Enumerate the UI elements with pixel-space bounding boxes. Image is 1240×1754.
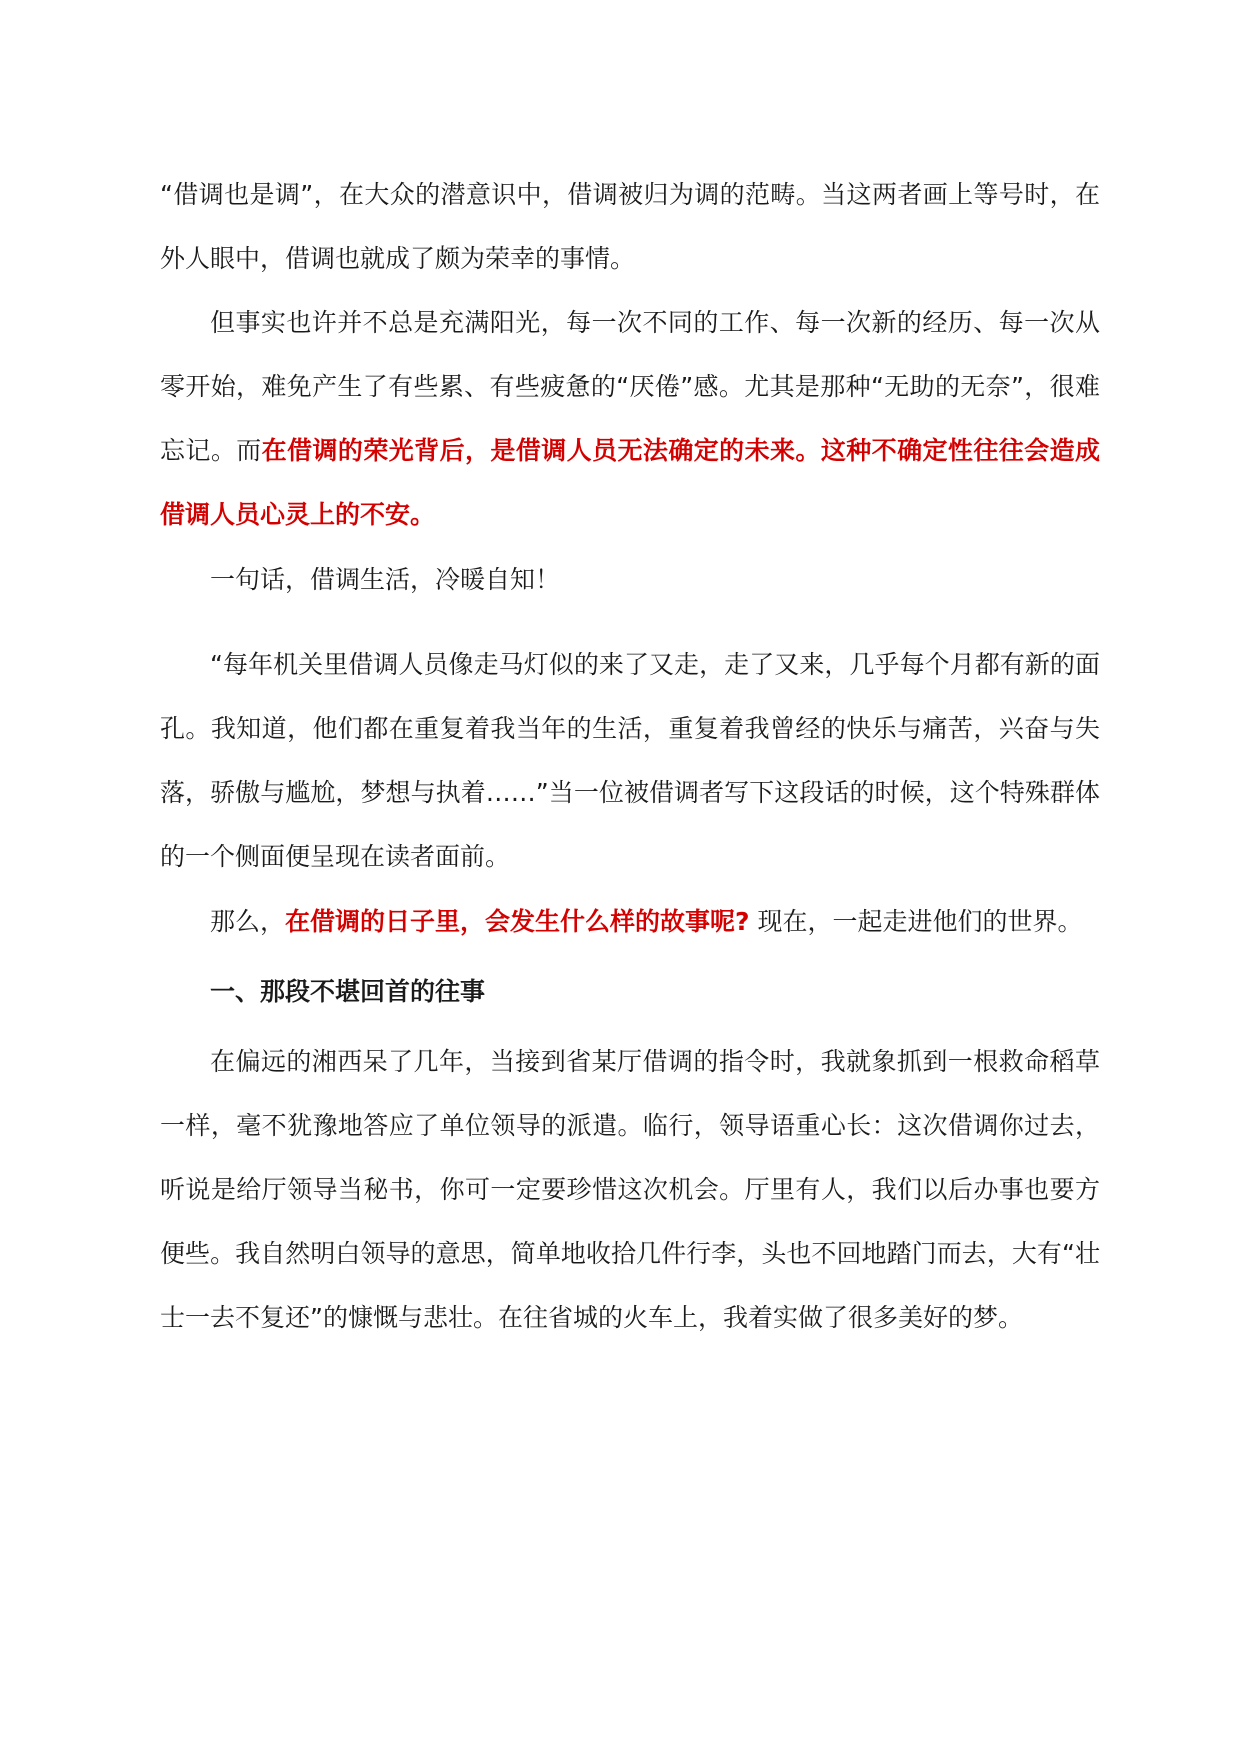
paragraph-6: [160, 1030, 1100, 1350]
paragraph-3: [160, 548, 1100, 612]
paragraph-3-text: 一句话，借调生活，冷暖自知！: [210, 565, 561, 594]
paragraph-5-highlight: 在借调的日子里，会发生什么样的故事呢?: [285, 907, 750, 936]
paragraph-4-text: “每年机关里借调人员像走马灯似的来了又走，走了又来，几乎每个月都有新的面孔。我知道，他们都在重复着我当年的生活，重复着我曾经的快乐与痛苦，兴奋与失落，骄傲与尴尬，梦想与执着……”当一位被借调者写下这段话的时候，这个特殊群体的一个侧面便呈现在读者面前。: [160, 650, 1100, 871]
paragraph-5-pre: 那么，: [210, 907, 286, 936]
paragraph-4: [160, 633, 1100, 889]
paragraph-2-normal: 但事实也许并不总是充满阳光，每一次不同的工作、每一次新的经历、每一次从零开始，难免产生了有些累、有些疲惫的“厌倦”感。尤其是那种“无助的无奈”，很难忘记。而: [160, 308, 1100, 465]
paragraph-2-highlight: 在借调的荣光背后，是借调人员无法确定的未来。这种不确定性往往会造成借调人员心灵上的不安。: [160, 436, 1100, 529]
paragraph-2-text: [160, 291, 1100, 547]
section-heading-text: 一、那段不堪回首的往事: [210, 977, 486, 1006]
section-heading-1: [160, 960, 1100, 1024]
paragraph-5: [160, 890, 1100, 954]
paragraph-5-post: 现在，一起走进他们的世界。: [749, 907, 1083, 936]
paragraph-5-text: [160, 890, 1100, 954]
paragraph-6-text: 在偏远的湘西呆了几年，当接到省某厅借调的指令时，我就象抓到一根救命稻草一样，毫不犹豫地答应了单位领导的派遣。临行，领导语重心长：这次借调你过去，听说是给厅领导当秘书，你可一定要珍惜这次机会。厅里有人，我们以后办事也要方便些。我自然明白领导的意思，简单地收拾几件行李，头也不回地踏门而去，大有“壮士一去不复还”的慷慨与悲壮。在往省城的火车上，我着实做了很多美好的梦。: [160, 1047, 1100, 1332]
paragraph-1: [160, 163, 1100, 291]
paragraph-1-text: “借调也是调”，在大众的潜意识中，借调被归为调的范畴。当这两者画上等号时，在外人眼中，借调也就成了颇为荣幸的事情。: [160, 180, 1100, 273]
paragraph-2: [160, 291, 1100, 547]
